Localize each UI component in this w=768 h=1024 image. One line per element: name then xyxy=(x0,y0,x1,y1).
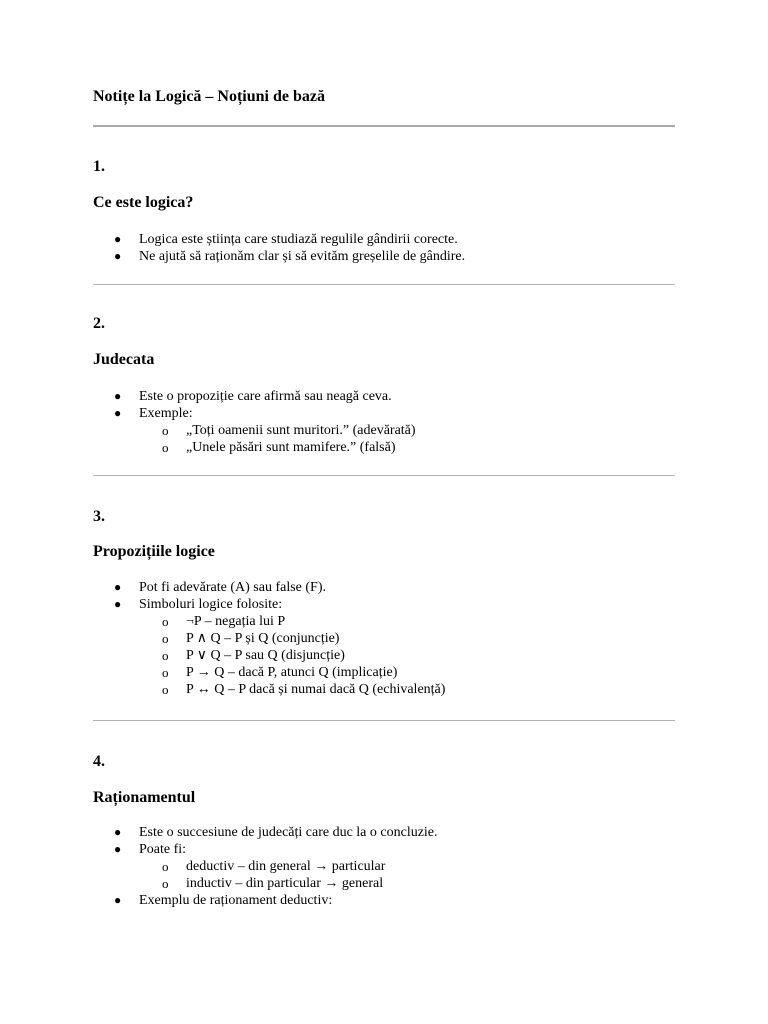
circle-bullet-icon: o xyxy=(162,682,169,697)
bullet-icon: ● xyxy=(114,580,122,594)
list-item: ● Este o succesiune de judecăți care duc la o concluzie. xyxy=(114,825,438,840)
circle-bullet-icon: o xyxy=(162,859,169,874)
bullet-icon: ● xyxy=(114,893,122,907)
section-2-number: 2. xyxy=(93,315,105,332)
list-item: ● Exemplu de raționament deductiv: xyxy=(114,893,333,908)
bullet-icon: ● xyxy=(114,389,122,403)
sub-list-item: o „Unele păsări sunt mamifere.” (falsă) xyxy=(162,440,396,455)
section-1-number: 1. xyxy=(93,158,105,175)
section-4-heading: Raționamentul xyxy=(93,789,196,806)
sub-list-item: o ¬P – negația lui P xyxy=(162,614,286,629)
section-1-heading: Ce este logica? xyxy=(93,194,194,211)
section-2-list xyxy=(93,388,416,456)
sub-list-item: o P ∧ Q – P și Q (conjuncție) xyxy=(162,631,340,646)
list-item: ● Logica este știința care studiază regulile gândirii corecte. xyxy=(114,232,458,247)
circle-bullet-icon: o xyxy=(162,876,169,891)
list-item: ● Pot fi adevărate (A) sau false (F). xyxy=(114,580,326,595)
bullet-icon: ● xyxy=(114,249,122,263)
list-item: ● Ne ajută să raționăm clar și să evităm greșelile de gândire. xyxy=(114,249,466,264)
page-title: Notițe la Logică – Noțiuni de bază xyxy=(93,88,325,105)
list-item: ● Poate fi: xyxy=(114,842,187,857)
section-3-list xyxy=(93,579,445,698)
bullet-icon: ● xyxy=(114,232,122,246)
list-item: ● Exemple: xyxy=(114,406,193,421)
sub-list-item: o P ↔ Q – P dacă și numai dacă Q (echivalență) xyxy=(162,682,446,697)
bullet-icon: ● xyxy=(114,842,122,856)
circle-bullet-icon: o xyxy=(162,631,169,646)
sub-list-item: o inductiv – din particular → general xyxy=(162,876,384,891)
sub-list-item: o „Toți oamenii sunt muritori.” (adevărată) xyxy=(162,423,416,438)
section-divider xyxy=(93,720,675,721)
circle-bullet-icon: o xyxy=(162,614,169,629)
section-4-list xyxy=(93,824,438,909)
circle-bullet-icon: o xyxy=(162,665,169,680)
section-3-heading: Propozițiile logice xyxy=(93,543,215,560)
section-1-list xyxy=(93,231,465,265)
circle-bullet-icon: o xyxy=(162,648,169,663)
bullet-icon: ● xyxy=(114,406,122,420)
section-3-number: 3. xyxy=(93,508,105,525)
list-item: ● Este o propoziție care afirmă sau neagă ceva. xyxy=(114,389,392,404)
section-divider xyxy=(93,284,675,285)
sub-list-item: o P ∨ Q – P sau Q (disjuncție) xyxy=(162,648,345,663)
section-divider xyxy=(93,475,675,476)
sub-list-item: o P → Q – dacă P, atunci Q (implicație) xyxy=(162,665,398,680)
title-divider xyxy=(93,125,675,127)
bullet-icon: ● xyxy=(114,597,122,611)
list-item: ● Simboluri logice folosite: xyxy=(114,597,283,612)
bullet-icon: ● xyxy=(114,825,122,839)
circle-bullet-icon: o xyxy=(162,423,169,438)
circle-bullet-icon: o xyxy=(162,440,169,455)
section-4-number: 4. xyxy=(93,753,105,770)
sub-list-item: o deductiv – din general → particular xyxy=(162,859,386,874)
section-2-heading: Judecata xyxy=(93,351,155,368)
